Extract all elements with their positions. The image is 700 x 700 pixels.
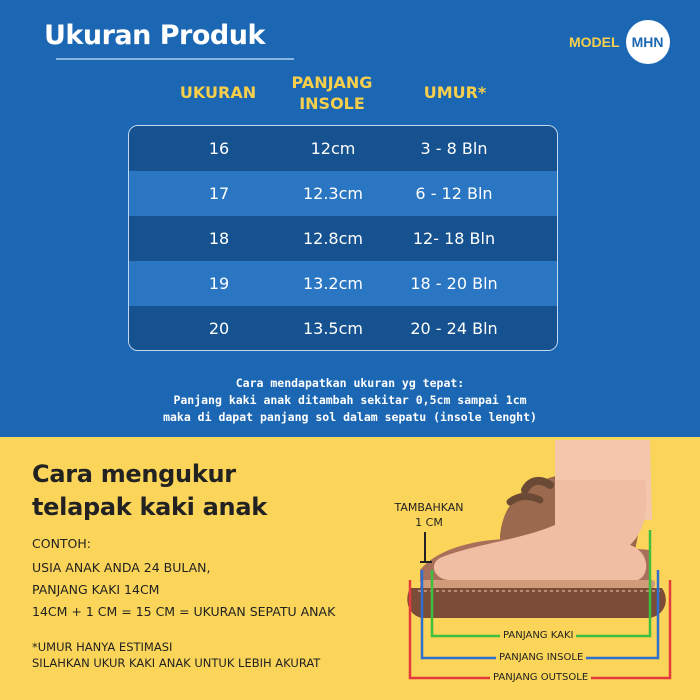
column-header-ukuran: UKURAN: [179, 83, 257, 102]
guide-title-line: telapak kaki anak: [32, 493, 267, 521]
column-header-umur: UMUR*: [423, 83, 487, 102]
cell-ukuran: 18: [208, 229, 230, 248]
cell-insole: 13.2cm: [302, 274, 363, 293]
outsole-shape: [407, 588, 665, 618]
insole-shape: [420, 580, 655, 588]
cell-insole: 12.3cm: [302, 184, 363, 203]
cell-ukuran: 16: [208, 139, 230, 158]
tambahkan-line: 1 CM: [415, 516, 443, 529]
footnote: *UMUR HANYA ESTIMASI: [32, 640, 173, 654]
cell-umur: 6 - 12 Bln: [415, 184, 493, 203]
page-title: Ukuran Produk: [44, 20, 265, 51]
note-line: Cara mendapatkan ukuran yg tepat:: [235, 376, 465, 390]
measurement-note: [60, 375, 640, 426]
panjang-outsole-label: PANJANG OUTSOLE: [490, 672, 591, 683]
example-line: USIA ANAK ANDA 24 BULAN,: [32, 560, 211, 575]
cell-insole: 12.8cm: [302, 229, 363, 248]
cell-ukuran: 20: [208, 319, 230, 338]
guide-title-line: Cara mengukur: [32, 460, 236, 488]
footnote: SILAHKAN UKUR KAKI ANAK UNTUK LEBIH AKURAT: [32, 656, 321, 670]
guide-title: [32, 458, 267, 524]
note-line: maka di dapat panjang sol dalam sepatu (insole lenght): [163, 410, 537, 424]
cell-ukuran: 17: [208, 184, 230, 203]
panjang-kaki-label: PANJANG KAKI: [500, 630, 576, 641]
cell-umur: 12- 18 Bln: [412, 229, 496, 248]
example-line: PANJANG KAKI 14CM: [32, 582, 160, 597]
model-badge: MHN: [626, 20, 670, 64]
table-row: [129, 306, 557, 351]
column-header-panjang-insole: [276, 72, 388, 114]
note-line: Panjang kaki anak ditambah sekitar 0,5cm sampai 1cm: [173, 393, 527, 407]
tambahkan-label: [380, 500, 478, 530]
title-underline: [56, 58, 294, 60]
cell-umur: 18 - 20 Bln: [410, 274, 498, 293]
model-tag: [569, 20, 670, 64]
model-label: MODEL: [569, 34, 620, 50]
tambahkan-line: TAMBAHKAN: [394, 501, 464, 514]
table-row: [129, 126, 557, 171]
size-table: [128, 125, 558, 351]
cell-umur: 3 - 8 Bln: [420, 139, 488, 158]
cell-ukuran: 19: [208, 274, 230, 293]
table-row: [129, 261, 557, 306]
table-row: [129, 216, 557, 261]
column-header-panjang-insole-text: PANJANG INSOLE: [291, 73, 373, 113]
cell-insole: 12cm: [310, 139, 356, 158]
panjang-insole-label: PANJANG INSOLE: [496, 652, 586, 663]
table-row: [129, 171, 557, 216]
cell-insole: 13.5cm: [302, 319, 363, 338]
example-formula: 14CM + 1 CM = 15 CM = UKURAN SEPATU ANAK: [32, 604, 336, 619]
example-heading: CONTOH:: [32, 536, 92, 551]
cell-umur: 20 - 24 Bln: [410, 319, 498, 338]
